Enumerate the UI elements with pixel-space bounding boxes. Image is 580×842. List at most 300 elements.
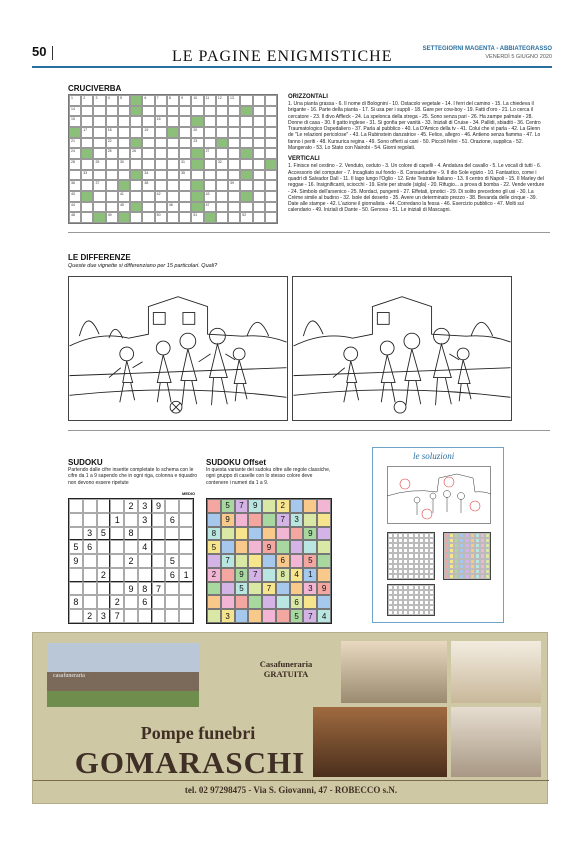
sudoku-offset-cell[interactable] bbox=[276, 582, 290, 596]
crossword-cell[interactable] bbox=[118, 148, 130, 159]
crossword-cell[interactable] bbox=[106, 138, 118, 149]
crossword-cell[interactable] bbox=[118, 191, 130, 202]
sudoku-cell[interactable] bbox=[69, 499, 83, 513]
crossword-cell[interactable] bbox=[93, 202, 105, 213]
crossword-cell[interactable] bbox=[265, 106, 277, 117]
sudoku-cell[interactable] bbox=[124, 540, 138, 554]
crossword-cell[interactable] bbox=[265, 212, 277, 223]
sudoku-offset-cell[interactable] bbox=[235, 540, 249, 554]
crossword-cell[interactable] bbox=[204, 191, 216, 202]
sudoku-cell[interactable] bbox=[97, 540, 111, 554]
crossword-cell[interactable] bbox=[155, 148, 167, 159]
crossword-cell[interactable] bbox=[93, 148, 105, 159]
sudoku-cell[interactable] bbox=[152, 595, 166, 609]
crossword-cell[interactable] bbox=[118, 116, 130, 127]
crossword-cell[interactable] bbox=[93, 116, 105, 127]
crossword-cell[interactable] bbox=[253, 95, 265, 106]
crossword-cell[interactable] bbox=[69, 159, 81, 170]
sudoku-offset-cell: 1 bbox=[303, 568, 317, 582]
crossword-cell[interactable] bbox=[118, 127, 130, 138]
crossword-cell[interactable] bbox=[142, 170, 154, 181]
crossword-cell[interactable] bbox=[167, 212, 179, 223]
crossword-cell[interactable] bbox=[142, 148, 154, 159]
crossword-cell[interactable] bbox=[253, 159, 265, 170]
crossword-cell[interactable] bbox=[155, 138, 167, 149]
sudoku-cell[interactable] bbox=[124, 568, 138, 582]
sudoku-offset-cell[interactable] bbox=[248, 609, 262, 623]
sudoku-offset-cell: 9 bbox=[303, 527, 317, 541]
crossword-cell[interactable] bbox=[204, 127, 216, 138]
crossword-cell[interactable] bbox=[204, 106, 216, 117]
solution-cell bbox=[429, 574, 434, 579]
crossword-cell[interactable] bbox=[265, 180, 277, 191]
crossword-cell[interactable] bbox=[93, 159, 105, 170]
crossword-cell[interactable] bbox=[118, 159, 130, 170]
sudoku-offset-cell[interactable] bbox=[303, 595, 317, 609]
crossword-cell[interactable] bbox=[179, 212, 191, 223]
crossword-cell[interactable] bbox=[240, 212, 252, 223]
crossword-cell[interactable] bbox=[253, 202, 265, 213]
crossword-cell[interactable] bbox=[106, 191, 118, 202]
crossword-cell[interactable] bbox=[167, 148, 179, 159]
crossword-cell[interactable] bbox=[81, 116, 93, 127]
crossword-cell[interactable] bbox=[130, 116, 142, 127]
crossword-cell[interactable] bbox=[69, 116, 81, 127]
crossword-cell[interactable] bbox=[240, 202, 252, 213]
sudoku-offset-cell[interactable] bbox=[248, 513, 262, 527]
sudoku-offset-cell[interactable] bbox=[317, 540, 331, 554]
sudoku-cell[interactable] bbox=[138, 554, 152, 568]
crossword-cell[interactable] bbox=[253, 180, 265, 191]
crossword-cell[interactable] bbox=[93, 170, 105, 181]
crossword-cell[interactable] bbox=[167, 180, 179, 191]
crossword-cell[interactable] bbox=[167, 95, 179, 106]
crossword-cell[interactable] bbox=[265, 116, 277, 127]
crossword-black-cell bbox=[130, 202, 142, 213]
sudoku-cell[interactable] bbox=[152, 609, 166, 623]
crossword-cell[interactable] bbox=[167, 116, 179, 127]
crossword-cell[interactable] bbox=[93, 191, 105, 202]
crossword-cell[interactable] bbox=[265, 138, 277, 149]
crossword-cell[interactable] bbox=[69, 95, 81, 106]
crossword-cell[interactable] bbox=[81, 127, 93, 138]
sudoku-offset-cell[interactable] bbox=[235, 513, 249, 527]
crossword-cell[interactable] bbox=[106, 116, 118, 127]
sudoku-offset-cell[interactable] bbox=[235, 595, 249, 609]
crossword-cell[interactable] bbox=[155, 116, 167, 127]
crossword-cell[interactable] bbox=[204, 170, 216, 181]
sudoku-grid[interactable] bbox=[68, 498, 194, 624]
crossword-cell-number: 31 bbox=[181, 160, 186, 164]
crossword-cell[interactable] bbox=[228, 116, 240, 127]
sudoku-offset-cell[interactable] bbox=[248, 582, 262, 596]
crossword-cell[interactable] bbox=[240, 116, 252, 127]
sudoku-offset-cell[interactable] bbox=[207, 582, 221, 596]
sudoku-cell[interactable] bbox=[97, 595, 111, 609]
crossword-cell[interactable] bbox=[69, 191, 81, 202]
crossword-cell[interactable] bbox=[167, 170, 179, 181]
crossword-cell[interactable] bbox=[253, 116, 265, 127]
sudoku-cell[interactable] bbox=[179, 527, 193, 541]
sudoku-offset-cell[interactable] bbox=[276, 527, 290, 541]
crossword-cell[interactable] bbox=[81, 180, 93, 191]
sudoku-cell[interactable] bbox=[83, 595, 97, 609]
crossword-cell[interactable] bbox=[228, 212, 240, 223]
crossword-cell[interactable] bbox=[228, 180, 240, 191]
crossword-cell[interactable] bbox=[204, 202, 216, 213]
sudoku-cell[interactable] bbox=[110, 568, 124, 582]
crossword-cell[interactable] bbox=[81, 159, 93, 170]
crossword-cell[interactable] bbox=[265, 148, 277, 159]
crossword-cell[interactable] bbox=[240, 138, 252, 149]
crossword-cell[interactable] bbox=[216, 127, 228, 138]
crossword-cell[interactable] bbox=[142, 202, 154, 213]
crossword-cell[interactable] bbox=[253, 138, 265, 149]
crossword-cell[interactable] bbox=[130, 191, 142, 202]
crossword-cell[interactable] bbox=[155, 127, 167, 138]
sudoku-offset-cell[interactable] bbox=[207, 609, 221, 623]
sudoku-offset-cell[interactable] bbox=[262, 554, 276, 568]
funeral-services-advertisement[interactable] bbox=[32, 632, 548, 804]
sudoku-cell[interactable] bbox=[69, 527, 83, 541]
sudoku-cell[interactable] bbox=[152, 527, 166, 541]
crossword-cell[interactable] bbox=[155, 202, 167, 213]
crossword-cell[interactable] bbox=[179, 95, 191, 106]
crossword-cell[interactable] bbox=[81, 95, 93, 106]
crossword-cell[interactable] bbox=[93, 127, 105, 138]
sudoku-offset-grid[interactable] bbox=[206, 498, 332, 624]
crossword-cell[interactable] bbox=[179, 106, 191, 117]
sudoku-cell[interactable] bbox=[110, 499, 124, 513]
crossword-cell[interactable] bbox=[204, 95, 216, 106]
sudoku-cell[interactable] bbox=[179, 609, 193, 623]
crossword-cell[interactable] bbox=[240, 159, 252, 170]
sudoku-cell[interactable] bbox=[138, 568, 152, 582]
crossword-cell[interactable] bbox=[69, 148, 81, 159]
sudoku-offset-cell[interactable] bbox=[317, 527, 331, 541]
sudoku-offset-cell[interactable] bbox=[248, 540, 262, 554]
crossword-cell[interactable] bbox=[93, 106, 105, 117]
crossword-cell[interactable] bbox=[265, 95, 277, 106]
crossword-cell[interactable] bbox=[253, 170, 265, 181]
crossword-cell[interactable] bbox=[204, 148, 216, 159]
sudoku-cell[interactable] bbox=[179, 499, 193, 513]
crossword-cell[interactable] bbox=[179, 202, 191, 213]
crossword-cell[interactable] bbox=[216, 148, 228, 159]
sudoku-offset-cell[interactable] bbox=[207, 595, 221, 609]
crossword-cell[interactable] bbox=[106, 170, 118, 181]
sudoku-cell[interactable] bbox=[83, 568, 97, 582]
crossword-cell[interactable] bbox=[253, 127, 265, 138]
sudoku-cell[interactable] bbox=[110, 582, 124, 596]
crossword-cell[interactable] bbox=[179, 159, 191, 170]
crossword-cell[interactable] bbox=[228, 127, 240, 138]
crossword-cell[interactable] bbox=[81, 106, 93, 117]
sudoku-cell[interactable] bbox=[97, 513, 111, 527]
sudoku-offset-cell[interactable] bbox=[221, 540, 235, 554]
sudoku-cell[interactable] bbox=[97, 499, 111, 513]
sudoku-offset-cell[interactable] bbox=[262, 513, 276, 527]
crossword-cell[interactable] bbox=[69, 202, 81, 213]
sudoku-cell[interactable] bbox=[179, 582, 193, 596]
sudoku-cell[interactable] bbox=[69, 582, 83, 596]
crossword-cell[interactable] bbox=[179, 127, 191, 138]
crossword-cell[interactable] bbox=[253, 148, 265, 159]
sudoku-cell[interactable] bbox=[69, 513, 83, 527]
crossword-cell[interactable] bbox=[130, 148, 142, 159]
sudoku-cell[interactable] bbox=[83, 499, 97, 513]
sudoku-offset-cell[interactable] bbox=[290, 527, 304, 541]
crossword-cell[interactable] bbox=[265, 170, 277, 181]
sudoku-cell[interactable] bbox=[110, 527, 124, 541]
crossword-cell[interactable] bbox=[142, 159, 154, 170]
crossword-grid[interactable] bbox=[68, 94, 278, 224]
crossword-cell[interactable] bbox=[81, 138, 93, 149]
sudoku-offset-cell[interactable] bbox=[276, 595, 290, 609]
sudoku-offset-cell[interactable] bbox=[221, 582, 235, 596]
crossword-cell[interactable] bbox=[216, 116, 228, 127]
sudoku-cell[interactable] bbox=[83, 554, 97, 568]
crossword-cell[interactable] bbox=[228, 170, 240, 181]
sudoku-offset-cell[interactable] bbox=[303, 540, 317, 554]
crossword-cell[interactable] bbox=[81, 170, 93, 181]
crossword-cell[interactable] bbox=[106, 212, 118, 223]
crossword-cell[interactable] bbox=[240, 180, 252, 191]
sudoku-offset-cell[interactable] bbox=[235, 527, 249, 541]
sudoku-cell[interactable] bbox=[97, 554, 111, 568]
crossword-cell[interactable] bbox=[265, 127, 277, 138]
sudoku-offset-cell[interactable] bbox=[317, 499, 331, 513]
crossword-cell[interactable] bbox=[142, 95, 154, 106]
crossword-cell[interactable] bbox=[204, 159, 216, 170]
crossword-cell[interactable] bbox=[81, 202, 93, 213]
crossword-cell[interactable] bbox=[216, 180, 228, 191]
crossword-cell-number: 43 bbox=[205, 192, 210, 196]
crossword-cell[interactable] bbox=[130, 180, 142, 191]
sudoku-offset-cell[interactable] bbox=[262, 499, 276, 513]
sudoku-offset-cell[interactable] bbox=[317, 513, 331, 527]
crossword-cell[interactable] bbox=[69, 170, 81, 181]
crossword-cell[interactable] bbox=[118, 138, 130, 149]
crossword-cell[interactable] bbox=[216, 212, 228, 223]
crossword-cell[interactable] bbox=[167, 202, 179, 213]
crossword-cell[interactable] bbox=[265, 202, 277, 213]
crossword-cell[interactable] bbox=[240, 95, 252, 106]
crossword-cell[interactable] bbox=[118, 170, 130, 181]
sudoku-offset-cell[interactable] bbox=[262, 609, 276, 623]
crossword-cell[interactable] bbox=[253, 106, 265, 117]
crossword-cell-number: 34 bbox=[144, 170, 149, 175]
crossword-cell[interactable] bbox=[155, 180, 167, 191]
crossword-cell[interactable] bbox=[106, 106, 118, 117]
crossword-cell[interactable] bbox=[155, 106, 167, 117]
crossword-cell[interactable] bbox=[155, 159, 167, 170]
crossword-cell[interactable] bbox=[228, 95, 240, 106]
crossword-cell[interactable] bbox=[253, 212, 265, 223]
crossword-cell[interactable] bbox=[118, 106, 130, 117]
crossword-cell[interactable] bbox=[216, 159, 228, 170]
crossword-cell[interactable] bbox=[106, 159, 118, 170]
sudoku-offset-cell[interactable] bbox=[290, 554, 304, 568]
crossword-cell[interactable] bbox=[191, 95, 203, 106]
crossword-cell[interactable] bbox=[118, 202, 130, 213]
crossword-cell[interactable] bbox=[118, 95, 130, 106]
sudoku-cell[interactable] bbox=[69, 609, 83, 623]
crossword-cell[interactable] bbox=[216, 95, 228, 106]
crossword-cell[interactable] bbox=[93, 95, 105, 106]
sudoku-cell[interactable] bbox=[179, 554, 193, 568]
sudoku-cell[interactable] bbox=[138, 609, 152, 623]
crossword-cell[interactable] bbox=[69, 212, 81, 223]
sudoku-cell[interactable] bbox=[165, 540, 179, 554]
sudoku-cell[interactable] bbox=[83, 582, 97, 596]
sudoku-cell[interactable] bbox=[179, 540, 193, 554]
crossword-cell[interactable] bbox=[204, 180, 216, 191]
crossword-cell[interactable] bbox=[216, 106, 228, 117]
sudoku-cell[interactable] bbox=[165, 499, 179, 513]
sudoku-offset-cell[interactable] bbox=[262, 595, 276, 609]
crossword-cell[interactable] bbox=[106, 180, 118, 191]
sudoku-offset-cell[interactable] bbox=[317, 595, 331, 609]
crossword-cell[interactable] bbox=[228, 202, 240, 213]
sudoku-offset-cell[interactable] bbox=[262, 527, 276, 541]
sudoku-cell[interactable] bbox=[110, 554, 124, 568]
crossword-cell[interactable] bbox=[93, 138, 105, 149]
crossword-cell[interactable] bbox=[179, 180, 191, 191]
crossword-cell[interactable] bbox=[179, 191, 191, 202]
sudoku-offset-cell[interactable] bbox=[303, 499, 317, 513]
crossword-cell[interactable] bbox=[142, 116, 154, 127]
crossword-cell[interactable] bbox=[130, 127, 142, 138]
sudoku-cell[interactable] bbox=[124, 513, 138, 527]
crossword-cell[interactable] bbox=[228, 106, 240, 117]
crossword-cell[interactable] bbox=[216, 202, 228, 213]
sudoku-offset-cell[interactable] bbox=[290, 582, 304, 596]
sudoku-cell[interactable] bbox=[165, 595, 179, 609]
sudoku-cell[interactable] bbox=[165, 582, 179, 596]
crossword-cell[interactable] bbox=[142, 180, 154, 191]
crossword-cell[interactable] bbox=[142, 191, 154, 202]
sudoku-offset-cell[interactable] bbox=[317, 554, 331, 568]
crossword-cell[interactable] bbox=[191, 138, 203, 149]
sudoku-offset-cell[interactable] bbox=[248, 554, 262, 568]
crossword-cell[interactable] bbox=[106, 95, 118, 106]
crossword-cell[interactable] bbox=[142, 127, 154, 138]
crossword-cell-number: 25 bbox=[107, 149, 112, 154]
sudoku-cell[interactable] bbox=[124, 595, 138, 609]
sudoku-cell[interactable] bbox=[165, 527, 179, 541]
sudoku-cell[interactable] bbox=[138, 527, 152, 541]
sudoku-cell[interactable] bbox=[97, 582, 111, 596]
sudoku-cell[interactable] bbox=[152, 554, 166, 568]
sudoku-offset-cell[interactable] bbox=[235, 609, 249, 623]
crossword-cell[interactable] bbox=[191, 127, 203, 138]
sudoku-offset-cell[interactable] bbox=[248, 527, 262, 541]
crossword-cell[interactable] bbox=[106, 127, 118, 138]
crossword-cell[interactable] bbox=[240, 127, 252, 138]
sudoku-offset-cell[interactable] bbox=[317, 568, 331, 582]
crossword-cell[interactable] bbox=[228, 191, 240, 202]
crossword-cell[interactable] bbox=[204, 138, 216, 149]
crossword-cell[interactable] bbox=[167, 138, 179, 149]
crossword-cell[interactable] bbox=[191, 212, 203, 223]
sudoku-offset-cell[interactable] bbox=[221, 568, 235, 582]
sudoku-offset-cell[interactable] bbox=[207, 554, 221, 568]
sudoku-cell[interactable] bbox=[152, 568, 166, 582]
crossword-cell[interactable] bbox=[130, 212, 142, 223]
sudoku-offset-cell[interactable] bbox=[290, 499, 304, 513]
crossword-cell[interactable] bbox=[179, 170, 191, 181]
crossword-cell[interactable] bbox=[216, 170, 228, 181]
crossword-cell[interactable] bbox=[142, 106, 154, 117]
crossword-cell[interactable] bbox=[69, 138, 81, 149]
crossword-cell[interactable] bbox=[69, 180, 81, 191]
crossword-cell[interactable] bbox=[228, 138, 240, 149]
sudoku-offset-cell[interactable] bbox=[221, 595, 235, 609]
crossword-cell[interactable] bbox=[155, 170, 167, 181]
sudoku-offset-cell[interactable] bbox=[207, 499, 221, 513]
sudoku-offset-cell[interactable] bbox=[303, 513, 317, 527]
sudoku-offset-cell[interactable] bbox=[290, 540, 304, 554]
sudoku-offset-cell[interactable] bbox=[248, 595, 262, 609]
sudoku-cell[interactable] bbox=[124, 609, 138, 623]
sudoku-offset-cell[interactable] bbox=[276, 609, 290, 623]
crossword-cell[interactable] bbox=[155, 212, 167, 223]
sudoku-cell[interactable] bbox=[152, 513, 166, 527]
crossword-cell[interactable] bbox=[204, 116, 216, 127]
solution-cell bbox=[429, 610, 434, 615]
crossword-cell[interactable] bbox=[265, 191, 277, 202]
sudoku-offset-cell[interactable] bbox=[207, 513, 221, 527]
sudoku-offset-cell[interactable] bbox=[235, 554, 249, 568]
crossword-cell[interactable] bbox=[167, 106, 179, 117]
crossword-cell[interactable] bbox=[167, 159, 179, 170]
crossword-cell[interactable] bbox=[179, 138, 191, 149]
sudoku-offset-cell[interactable] bbox=[221, 527, 235, 541]
crossword-cell-number: 28 bbox=[71, 160, 75, 164]
crossword-cell[interactable] bbox=[228, 148, 240, 159]
crossword-cell[interactable] bbox=[167, 191, 179, 202]
crossword-cell[interactable] bbox=[130, 159, 142, 170]
crossword-cell[interactable] bbox=[191, 170, 203, 181]
crossword-cell[interactable] bbox=[93, 180, 105, 191]
sudoku-cell[interactable] bbox=[179, 513, 193, 527]
sudoku-cell[interactable] bbox=[152, 540, 166, 554]
crossword-cell[interactable] bbox=[228, 159, 240, 170]
sudoku-cell[interactable] bbox=[179, 595, 193, 609]
crossword-cell[interactable] bbox=[69, 106, 81, 117]
sudoku-cell[interactable] bbox=[110, 540, 124, 554]
sudoku-cell[interactable] bbox=[69, 568, 83, 582]
crossword-cell[interactable] bbox=[155, 191, 167, 202]
crossword-cell[interactable] bbox=[106, 148, 118, 159]
sudoku-cell[interactable] bbox=[165, 609, 179, 623]
sudoku-cell[interactable] bbox=[83, 513, 97, 527]
crossword-cell[interactable] bbox=[81, 212, 93, 223]
ad-contact[interactable]: tel. 02 97298475 - Via S. Giovanni, 47 - ROBECCO s.N. bbox=[184, 785, 398, 795]
crossword-cell[interactable] bbox=[179, 148, 191, 159]
crossword-cell[interactable] bbox=[106, 202, 118, 213]
sudoku-offset-cell[interactable] bbox=[262, 568, 276, 582]
crossword-cell[interactable] bbox=[142, 212, 154, 223]
crossword-cell[interactable] bbox=[179, 116, 191, 127]
sudoku-offset-cell[interactable] bbox=[276, 540, 290, 554]
crossword-cell[interactable] bbox=[155, 95, 167, 106]
crossword-cell[interactable] bbox=[216, 191, 228, 202]
crossword-cell[interactable] bbox=[142, 138, 154, 149]
crossword-cell[interactable] bbox=[253, 191, 265, 202]
crossword-cell[interactable] bbox=[191, 106, 203, 117]
